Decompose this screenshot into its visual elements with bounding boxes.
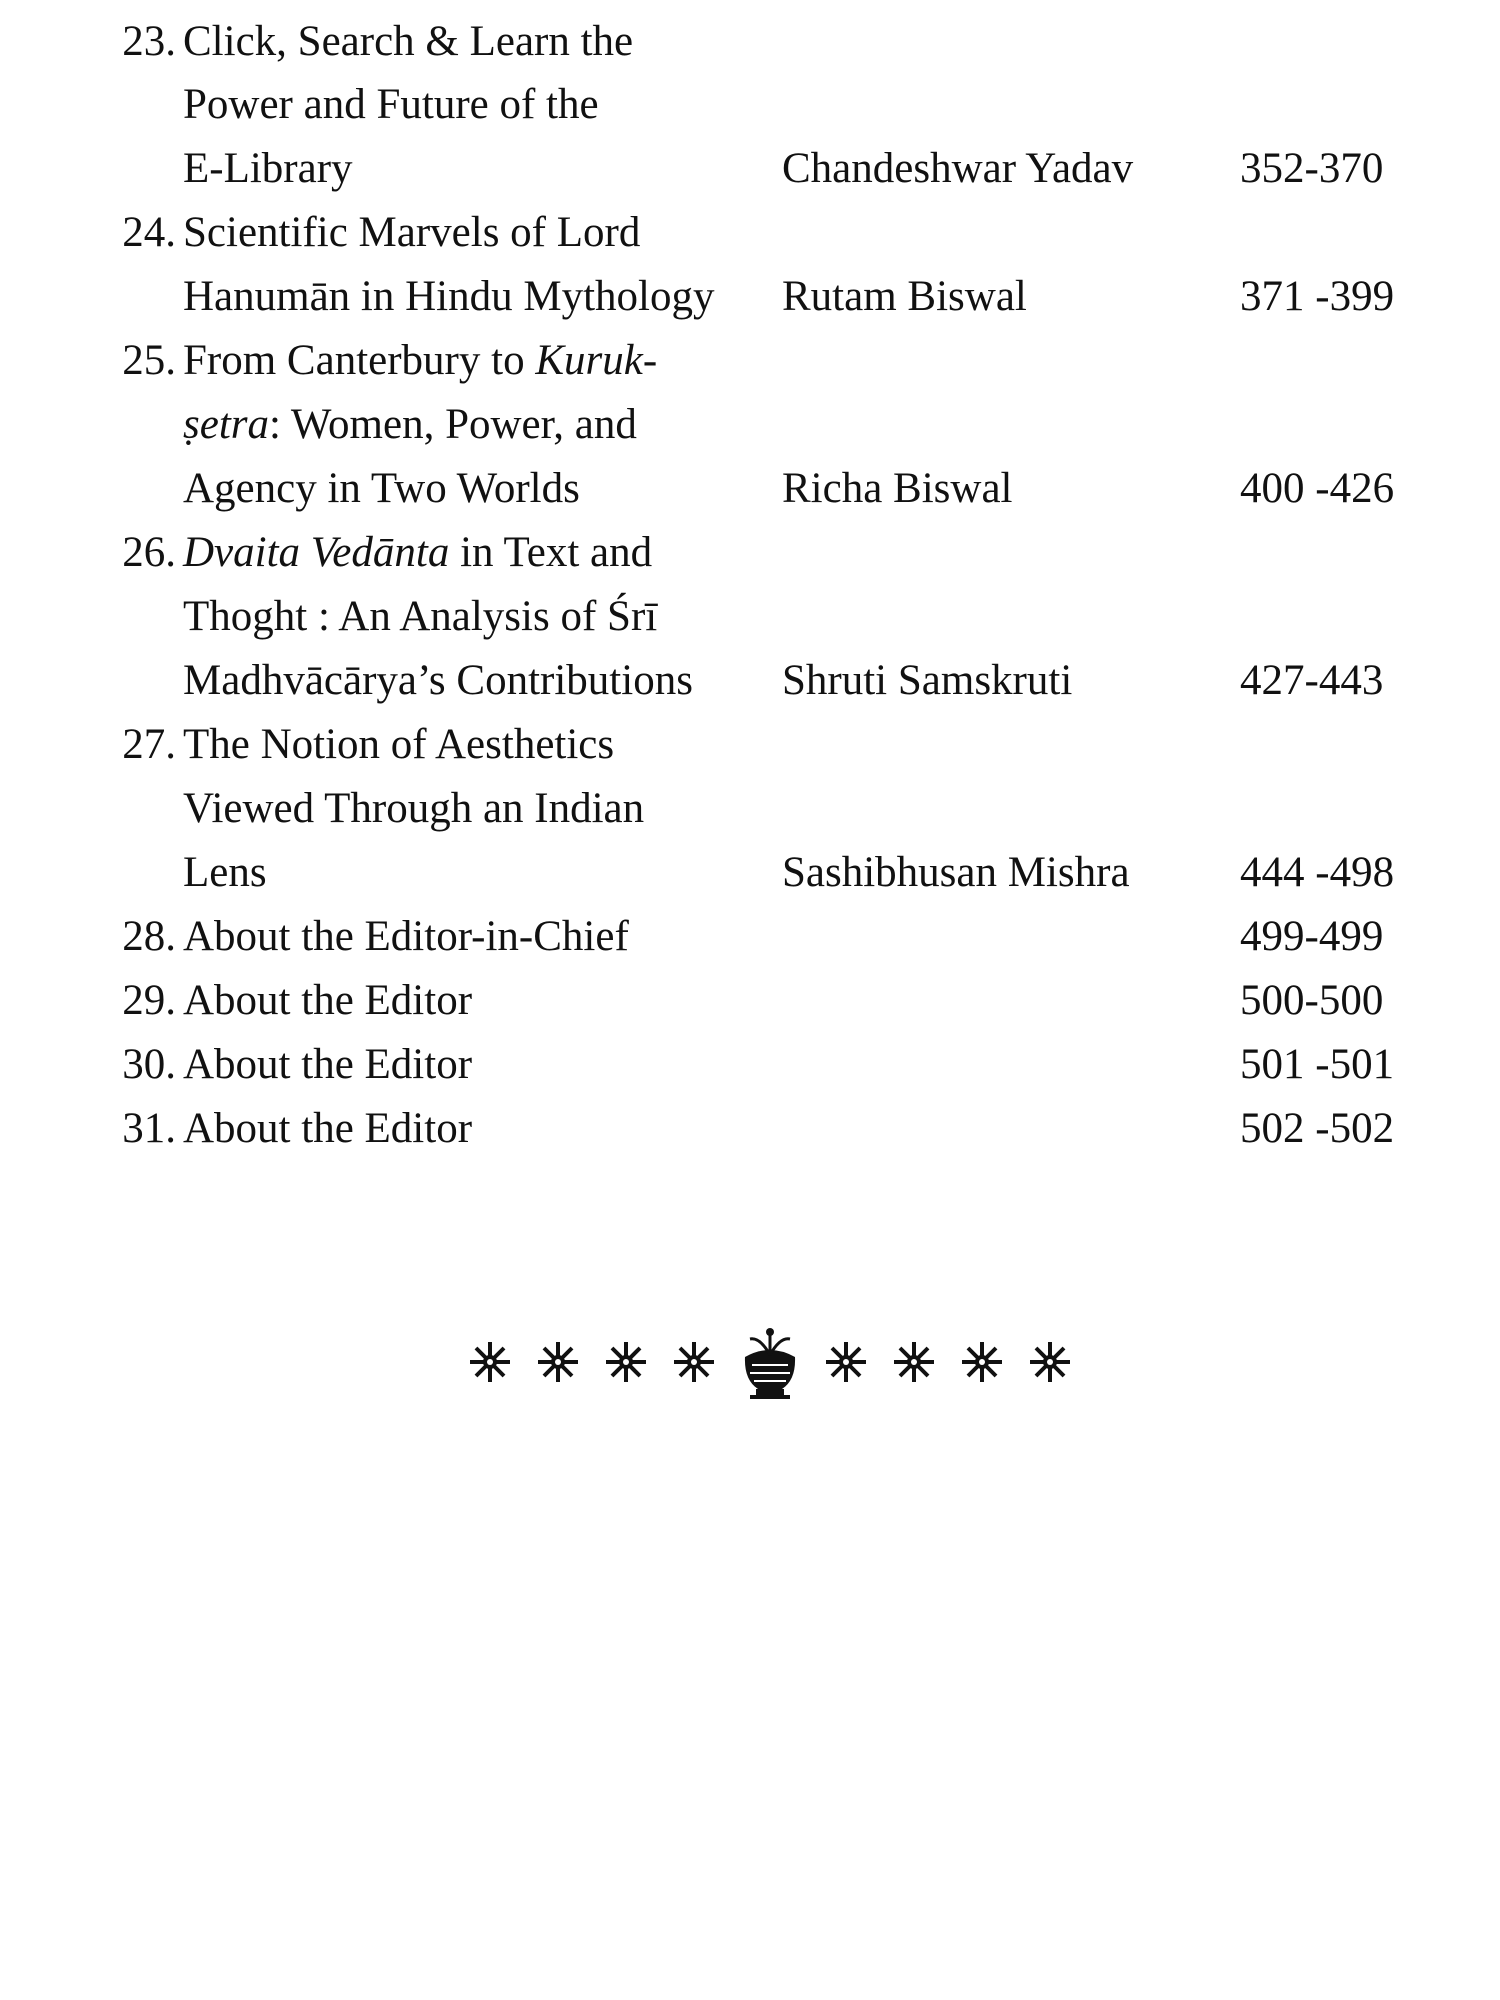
entry-title-line [183,393,637,457]
flower-icon [1030,1342,1070,1382]
flower-icon [962,1342,1002,1382]
entry-title-line: About the Editor [183,977,473,1024]
entry-number: 23. [122,18,176,65]
flower-icon [826,1342,866,1382]
entry-number: 25. [122,337,176,384]
entry-number: 30. [122,1041,176,1088]
entry-number: 28. [122,913,176,960]
floral-urn-ornament-icon [460,1325,1080,1400]
entry-author: Chandeshwar Yadav [782,145,1134,192]
entry-author: Rutam Biswal [782,273,1027,320]
entry-title-line: Click, Search & Learn the [183,18,634,65]
entry-pages: 371 -399 [1240,273,1395,320]
entry-title-line: Viewed Through an Indian [183,785,645,832]
entry-pages: 500-500 [1240,977,1384,1024]
urn-icon [745,1328,795,1399]
flower-icon [894,1342,934,1382]
entry-pages: 444 -498 [1240,849,1395,896]
entry-title-line: About the Editor [183,1041,473,1088]
entry-title-line: Madhvācārya’s Contributions [183,657,693,704]
entry-number: 27. [122,721,176,768]
entry-title-line: About the Editor [183,1105,473,1152]
entry-author: Shruti Samskruti [782,657,1073,704]
entry-title-line: Lens [183,849,267,896]
title-italic-text: Dvaita Vedānta [183,529,450,576]
entry-number: 26. [122,529,176,576]
flower-icon [606,1342,646,1382]
entry-title-line: About the Editor-in-Chief [183,913,629,960]
entry-title-line [183,329,657,393]
entry-title-line: E-Library [183,145,353,192]
entry-number: 29. [122,977,176,1024]
flower-icon [470,1342,510,1382]
entry-number: 24. [122,209,176,256]
entry-author: Sashibhusan Mishra [782,849,1130,896]
flower-icon [674,1342,714,1382]
entry-pages: 427-443 [1240,657,1384,704]
entry-author: Richa Biswal [782,465,1013,512]
title-text: : Women, Power, and [269,401,637,448]
title-text: From Canterbury to [183,337,536,384]
entry-pages: 400 -426 [1240,465,1395,512]
title-text: in Text and [449,529,653,576]
entry-number: 31. [122,1105,176,1152]
entry-title-line: Agency in Two Worlds [183,465,580,512]
title-italic-text: ṣetra [183,401,269,448]
entry-title-line: Scientific Marvels of Lord [183,209,641,256]
entry-title-line: The Notion of Aesthetics [183,721,615,768]
flower-icon [538,1342,578,1382]
entry-pages: 502 -502 [1240,1105,1395,1152]
entry-pages: 499-499 [1240,913,1384,960]
entry-title-line [183,521,652,585]
entry-title-line: Thoght : An Analysis of Śrī [183,593,658,640]
title-italic-text: Kuruk- [535,337,658,384]
entry-title-line: Power and Future of the [183,81,599,128]
entry-pages: 501 -501 [1240,1041,1395,1088]
entry-title-line: Hanumān in Hindu Mythology [183,273,715,320]
entry-pages: 352-370 [1240,145,1384,192]
